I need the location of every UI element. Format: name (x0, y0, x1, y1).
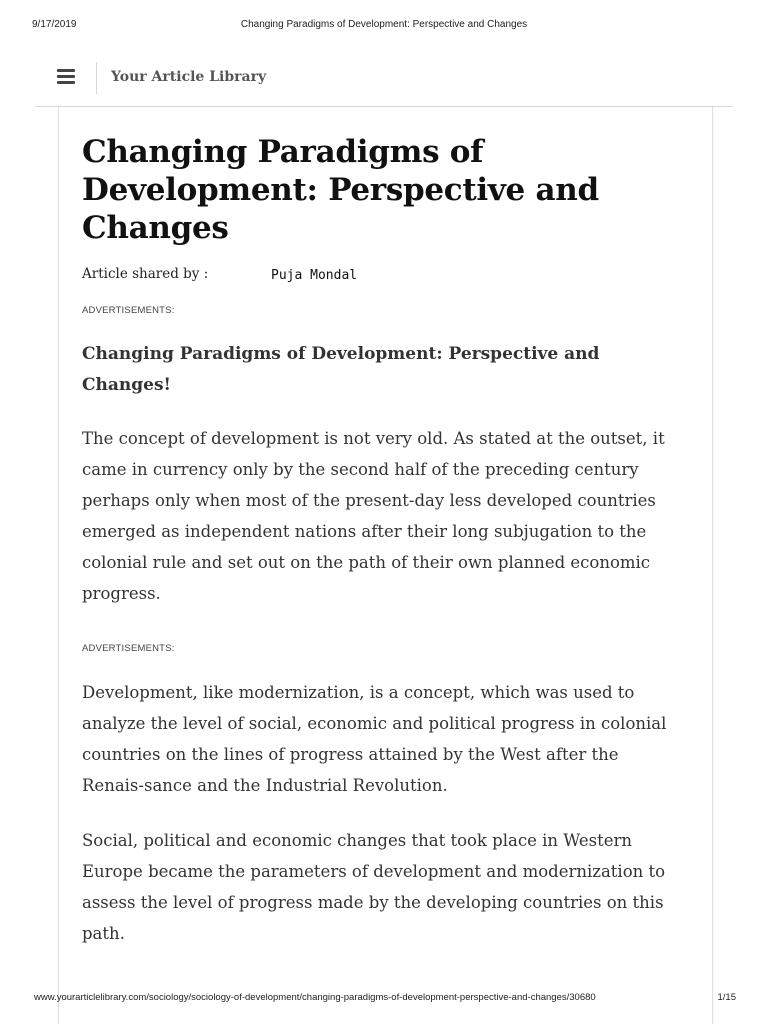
site-name-link[interactable]: Your Article Library (111, 69, 267, 85)
site-header (35, 58, 733, 107)
author-name: Puja Mondal (271, 268, 358, 283)
print-url: www.yourarticlelibrary.com/sociology/sociology-of-development/changing-paradigms-of-development-perspective-and-changes/30680 (34, 992, 596, 1003)
byline-label: Article shared by : (82, 266, 209, 282)
print-date: 9/17/2019 (32, 19, 77, 30)
article-paragraph-3: Social, political and economic changes that took place in Western Europe became the parameters of development and modernization to assess the level of progress made by the developing countries on this path. (82, 831, 666, 943)
article-subheading: Changing Paradigms of Development: Perspective and Changes! (82, 344, 600, 395)
print-page-title: Changing Paradigms of Development: Perspective and Changes (240, 19, 528, 30)
advertisement-label: ADVERTISEMENTS: (82, 305, 175, 316)
hamburger-menu-icon[interactable] (57, 69, 75, 85)
print-header (0, 14, 768, 30)
article-title: Changing Paradigms of Development: Perspective and Changes (82, 134, 599, 246)
print-footer (0, 992, 768, 1006)
article-paragraph-1: The concept of development is not very old. As stated at the outset, it came in currency only by the second half of the preceding century perhaps only when most of the present-day less developed countries emerged as independent nations after their long subjugation to the colonial rule and set out on the path of their own planned economic progress. (82, 429, 665, 603)
advertisement-label-2: ADVERTISEMENTS: (82, 643, 175, 654)
byline (82, 266, 582, 286)
print-page-number: 1/15 (717, 992, 736, 1003)
header-divider (96, 62, 97, 94)
article-paragraph-2: Development, like modernization, is a concept, which was used to analyze the level of social, economic and political progress in colonial countries on the lines of progress attained by the West after the Renais-sance and the Industrial Revolution. (82, 683, 667, 795)
